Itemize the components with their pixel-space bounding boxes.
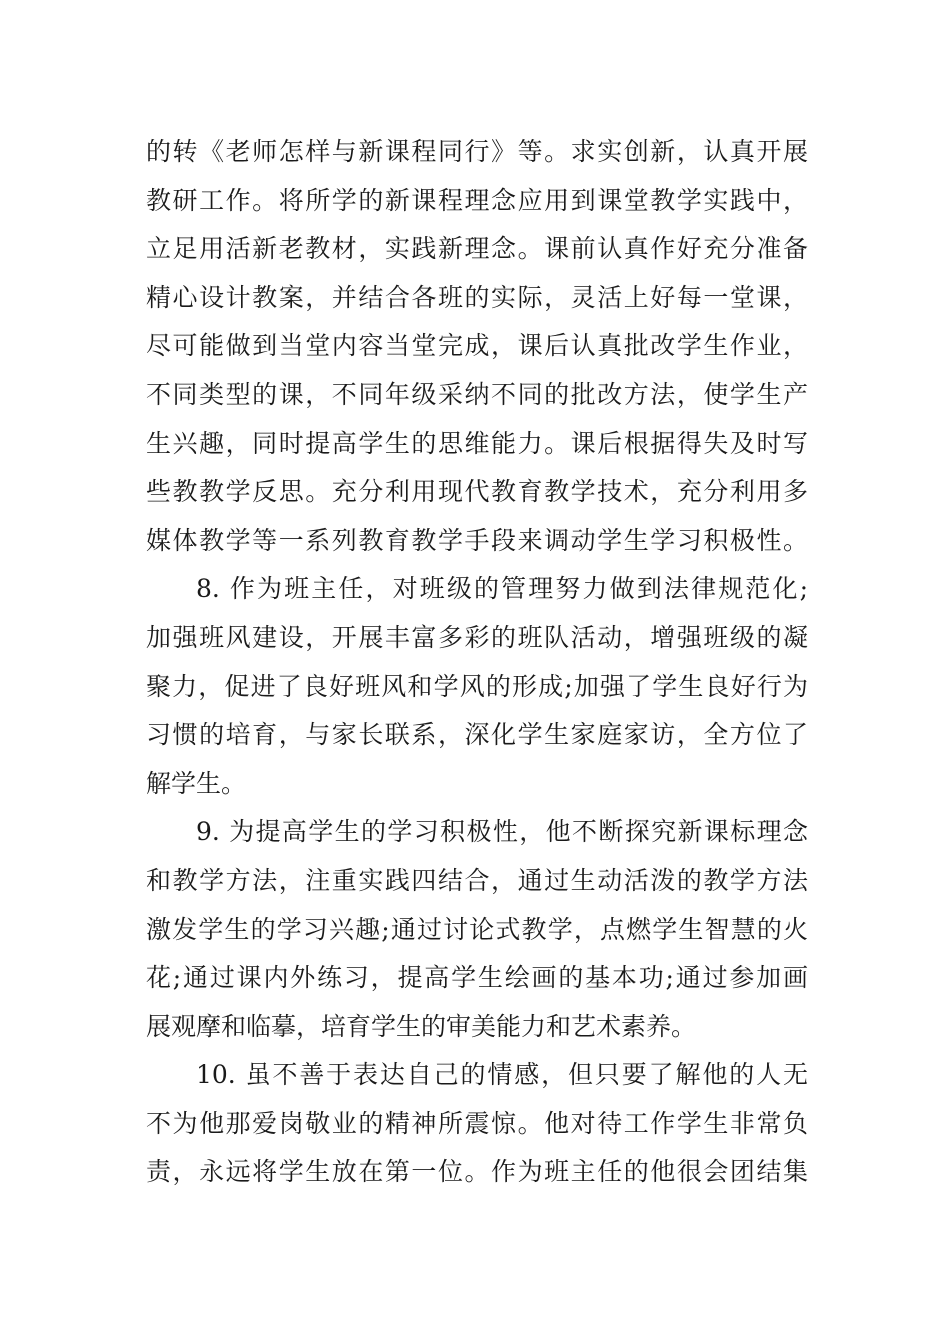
text-line: 立足用活新老教材，实践新理念。课前认真作好充分准备 [146, 234, 808, 264]
text-line: 生兴趣，同时提高学生的思维能力。课后根据得失及时写 [146, 428, 808, 458]
text-line: 解学生。 [146, 768, 247, 798]
text-line: 9. 为提高学生的学习积极性，他不断探究新课标理念 [196, 817, 808, 847]
paragraph-10 [146, 1051, 808, 1197]
text-line: 责，永远将学生放在第一位。作为班主任的他很会团结集 [146, 1157, 808, 1187]
text-line: 不同类型的课，不同年级采纳不同的批改方法，使学生产 [146, 379, 808, 409]
text-line: 激发学生的学习兴趣;通过讨论式教学，点燃学生智慧的火 [146, 914, 808, 944]
text-line: 和教学方法，注重实践四结合，通过生动活泼的教学方法 [146, 865, 808, 895]
text-line: 媒体教学等一系列教育教学手段来调动学生学习积极性。 [146, 525, 808, 555]
text-line: 教研工作。将所学的新课程理念应用到课堂教学实践中， [146, 185, 808, 215]
document-body [146, 128, 808, 1197]
text-line: 习惯的培育，与家长联系，深化学生家庭家访，全方位了 [146, 720, 808, 750]
paragraph-9 [146, 808, 808, 1051]
text-line: 加强班风建设，开展丰富多彩的班队活动，增强班级的凝 [146, 622, 808, 652]
text-line: 8. 作为班主任，对班级的管理努力做到法律规范化; [196, 574, 808, 604]
text-line: 花;通过课内外练习，提高学生绘画的基本功;通过参加画 [146, 963, 808, 993]
text-line: 10. 虽不善于表达自己的情感，但只要了解他的人无 [196, 1060, 808, 1090]
paragraph-8 [146, 565, 808, 808]
text-line: 的转《老师怎样与新课程同行》等。求实创新，认真开展 [146, 137, 808, 166]
paragraph-7-continued [146, 128, 808, 565]
text-line: 些教教学反思。充分利用现代教育教学技术，充分利用多 [146, 477, 808, 507]
text-line: 尽可能做到当堂内容当堂完成，课后认真批改学生作业， [146, 331, 808, 361]
text-line: 精心设计教案，并结合各班的实际，灵活上好每一堂课， [146, 282, 808, 312]
text-line: 不为他那爱岗敬业的精神所震惊。他对待工作学生非常负 [146, 1108, 808, 1138]
text-line: 展观摩和临摹，培育学生的审美能力和艺术素养。 [146, 1011, 697, 1041]
text-line: 聚力，促进了良好班风和学风的形成;加强了学生良好行为 [146, 671, 808, 701]
